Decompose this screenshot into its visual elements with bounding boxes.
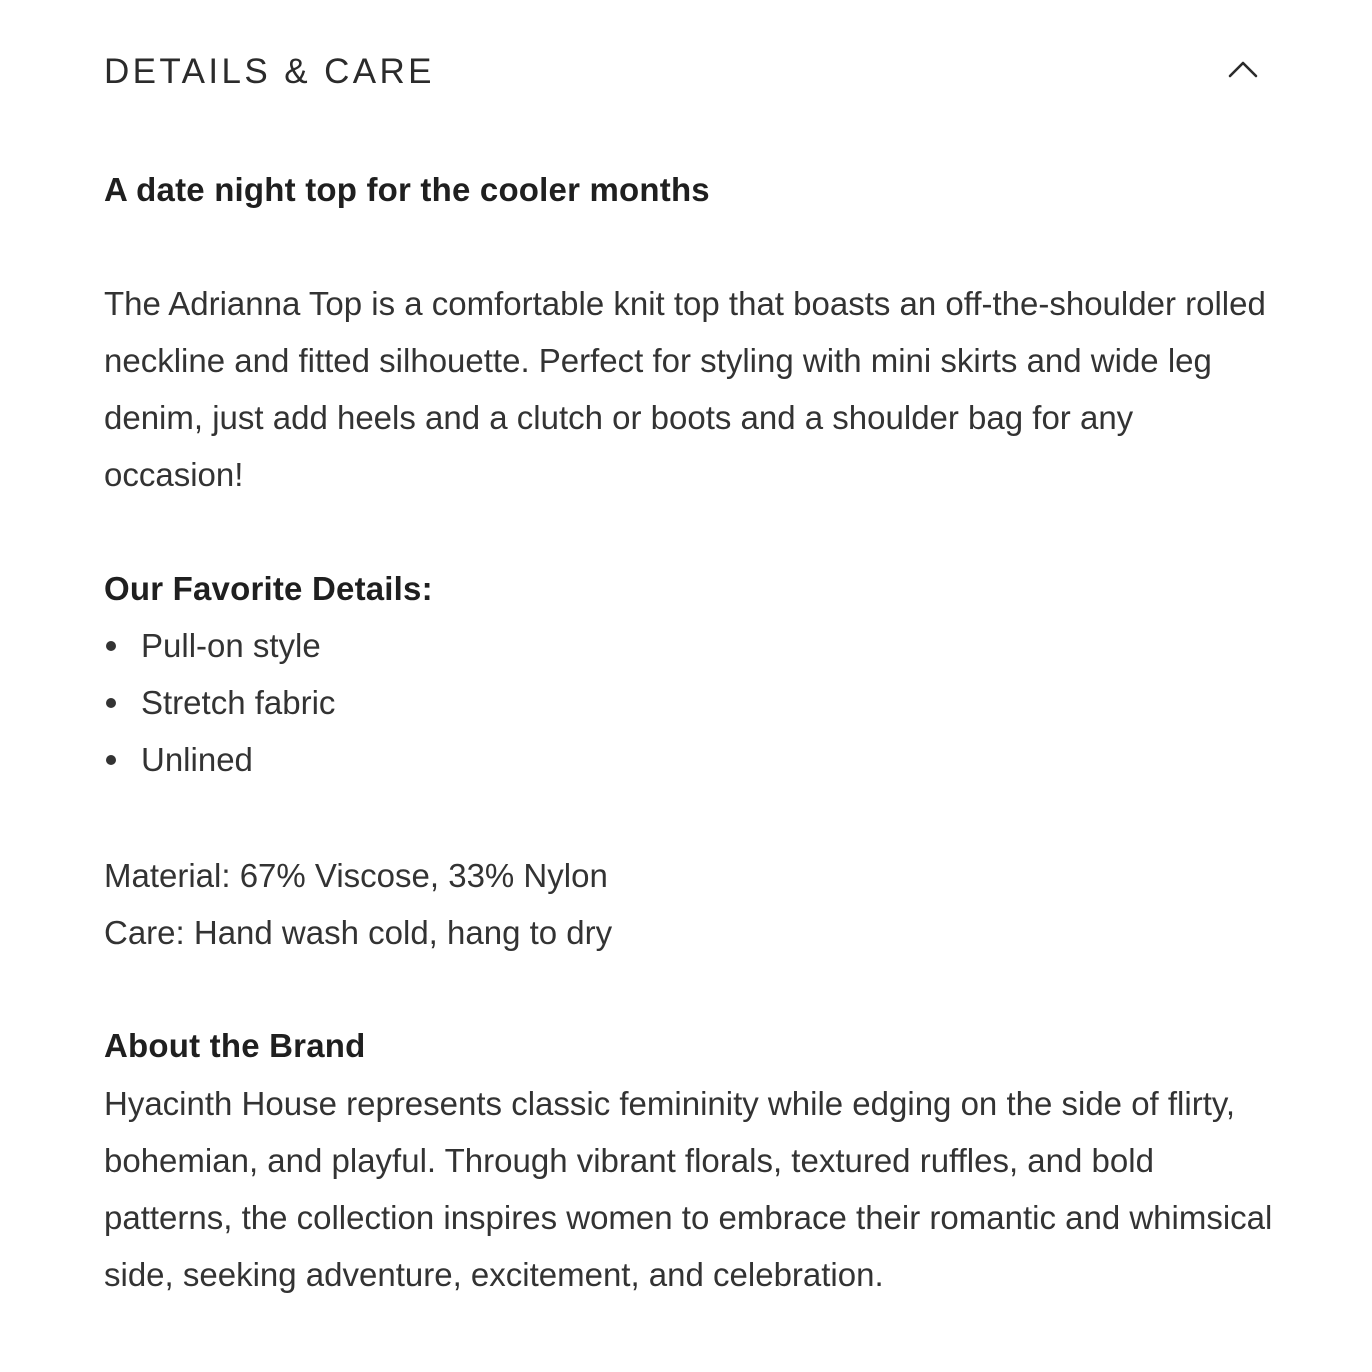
bullet-icon: [106, 698, 116, 708]
product-tagline: A date night top for the cooler months: [104, 171, 710, 208]
about-brand-description: Hyacinth House represents classic femininity while edging on the side of flirty, bohemian, and playful. Through vibrant florals, textured ruffles, and bold patterns, the collection inspires women to embrace their romantic and whimsical side, seeking adventure, excitement, and celebration.: [104, 1085, 1273, 1293]
details-care-accordion-toggle[interactable]: [104, 48, 1264, 96]
care-info: Care: Hand wash cold, hang to dry: [104, 914, 613, 951]
product-description: The Adrianna Top is a comfortable knit top that boasts an off-the-shoulder rolled neckline and fitted silhouette. Perfect for styling with mini skirts and wide leg denim, just add heels and a clutch or boots and a shoulder bag for any occasion!: [104, 285, 1266, 493]
favorite-details-list: [104, 617, 1274, 788]
bullet-icon: [106, 641, 116, 651]
accordion-title: DETAILS & CARE: [104, 52, 435, 91]
list-item: [104, 617, 1274, 674]
list-item-text: Stretch fabric: [141, 684, 336, 721]
favorite-details-heading: Our Favorite Details:: [104, 570, 433, 607]
list-item-text: Unlined: [141, 741, 253, 778]
chevron-up-icon[interactable]: [1226, 52, 1260, 86]
about-brand-heading: About the Brand: [104, 1027, 366, 1064]
list-item-text: Pull-on style: [141, 627, 321, 664]
list-item: [104, 731, 1274, 788]
material-info: Material: 67% Viscose, 33% Nylon: [104, 857, 608, 894]
bullet-icon: [106, 755, 116, 765]
list-item: [104, 674, 1274, 731]
